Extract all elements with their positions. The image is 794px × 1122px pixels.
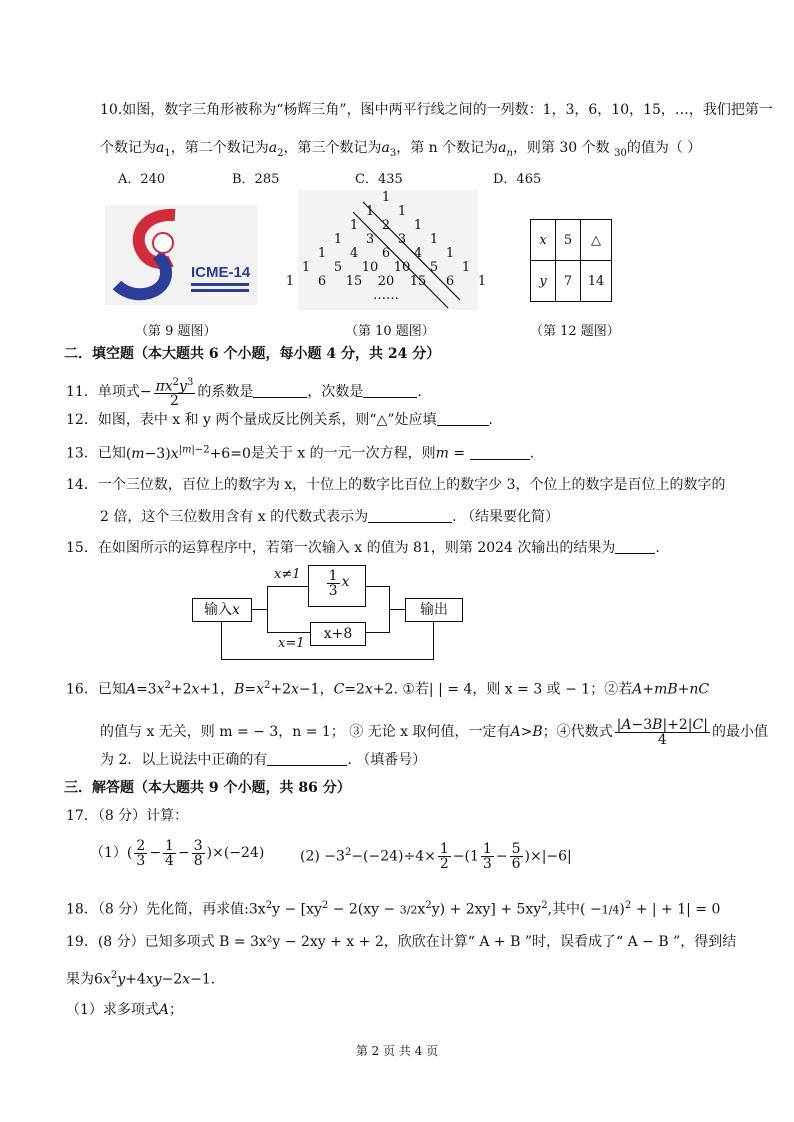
triangle-number: 1 <box>445 246 455 261</box>
flow-op-bottom: x+8 <box>310 622 366 646</box>
q12: 12．如图，表中 x 和 y 两个量成反比例关系，则“△”处应填 . <box>66 412 493 428</box>
q17-part2: $(2) -3^2-(-24)\div 4\times$ $\frac{1}{2}$ −(1 $\frac{1}{3}$ − $\frac{5}{6}$ )×|−6| <box>300 841 572 873</box>
flow-output-box: 输出 <box>405 598 463 622</box>
triangle-number: …… <box>373 288 399 303</box>
q10-option-d[interactable]: D．465 <box>493 172 542 187</box>
flow-cond-bottom: x=1 <box>278 636 305 651</box>
triangle-number: 1 <box>381 190 391 205</box>
triangle-number: 1 <box>285 274 295 289</box>
triangle-number: 10 <box>361 260 379 275</box>
triangle-number: 15 <box>409 274 427 289</box>
q15: 15．在如图所示的运算程序中，若第一次输入 x 的值为 81，则第 2024 次输出的结果为 . <box>66 540 660 556</box>
q11-blank-degree[interactable] <box>363 383 417 398</box>
ratio-table <box>530 219 612 302</box>
flow-input-box: 输入x <box>192 598 252 622</box>
triangle-number: 1 <box>317 246 327 261</box>
fig10-caption: （第 10 题图） <box>345 324 435 339</box>
q16-line3: 为 2．以上说法中正确的有 . （填番号） <box>100 752 427 768</box>
logo-text: ICME-14 <box>191 264 251 281</box>
q11-blank-coefficient[interactable] <box>253 383 307 398</box>
triangle-number: 5 <box>429 260 439 275</box>
triangle-number: 4 <box>349 246 359 261</box>
table-row <box>531 261 612 302</box>
q10-option-c[interactable]: C．435 <box>355 172 403 187</box>
triangle-number: 5 <box>333 260 343 275</box>
q11: 11．单项式− $\frac{\pi x^2y^3}{2}$ 的系数是 ，次数是 . <box>66 376 422 410</box>
q14-line1: 14．一个三位数，百位上的数字为 x，十位上的数字比百位上的数字少 3，个位上的数字是百位上的数字的 <box>66 477 726 493</box>
flow-cond-top: x≠1 <box>274 567 301 582</box>
q14-line2: 2 倍，这个三位数用含有 x 的代数式表示为 . （结果要化简） <box>100 509 560 525</box>
table-cell: 5 <box>556 220 581 261</box>
q10-option-b[interactable]: B．285 <box>232 172 280 187</box>
triangle-number: 3 <box>365 232 375 247</box>
icme-logo-image <box>105 205 257 305</box>
triangle-number: 1 <box>365 204 375 219</box>
triangle-number: 15 <box>345 274 363 289</box>
section2-heading: 二．填空题（本大题共 6 个小题，每小题 4 分，共 24 分） <box>64 346 441 362</box>
q10-line2: 个数记为$a_1$，第二个数记为$a_2$，第三个数记为$a_3$，第 n 个数记为$a_n$，则第 30 个数 $_{30}$的值为（ ） <box>100 140 702 159</box>
triangle-number: 2 <box>381 218 391 233</box>
q17-part1: （1）( $\frac{2}{3}$ − $\frac{1}{4}$ − $\frac{3}{8}$ )×(−24) <box>90 837 265 869</box>
q12-blank[interactable] <box>437 411 489 426</box>
table-cell: y <box>531 261 556 302</box>
fig9-caption: （第 9 题图） <box>135 324 217 339</box>
q10-line1: 10.如图，数字三角形被称为“杨辉三角”，图中两平行线之间的一列数：1，3，6，10，15，…，我们把第一 <box>100 102 773 118</box>
triangle-number: 1 <box>413 218 423 233</box>
table-row <box>531 220 612 261</box>
q13: 13．已知$(m-3)x^{|m|-2}+6=0$是关于 x 的一元一次方程，则m = . <box>66 444 535 462</box>
triangle-number: 3 <box>397 232 407 247</box>
q10-option-a[interactable]: A．240 <box>118 172 166 187</box>
q19-line2: 果为$6x^2y+4xy-2x-1$. <box>66 970 216 988</box>
q15-blank[interactable] <box>615 539 655 554</box>
pascal-triangle <box>285 190 487 310</box>
triangle-number: 1 <box>397 204 407 219</box>
fig12-caption: （第 12 题图） <box>530 324 620 339</box>
table-cell: 14 <box>581 261 612 302</box>
q16-blank[interactable] <box>267 751 347 766</box>
q17-heading: 17．（8 分）计算： <box>66 808 189 824</box>
triangle-number: 1 <box>349 218 359 233</box>
triangle-number: 1 <box>461 260 471 275</box>
triangle-number: 6 <box>445 274 455 289</box>
triangle-number: 1 <box>301 260 311 275</box>
page-footer: 第 2 页 共 4 页 <box>355 1044 439 1058</box>
q14-blank[interactable] <box>368 508 452 523</box>
triangle-number: 1 <box>477 274 487 289</box>
q19-line3: （1）求多项式A； <box>66 1002 184 1018</box>
triangle-number: 4 <box>413 246 423 261</box>
triangle-number: 10 <box>393 260 411 275</box>
flow-op-top: $\frac{1}{3}$ x <box>308 565 366 607</box>
q19-line1: 19．(8 分）已知多项式 B = 3x²y − 2xy + x + 2，欣欣在计算“ A + B ”时，误看成了“ A − B ”，得到结 <box>66 934 737 950</box>
table-cell: x <box>531 220 556 261</box>
q16-line1: 16．已知$A=3x^2+2x+1$，$B=x^2+2x-1$，C=2x+2. ①若| | = 4，则 x = 3 或 − 1；②若A+mB+nC <box>66 680 710 698</box>
q13-blank[interactable] <box>470 445 530 460</box>
triangle-number: 6 <box>381 246 391 261</box>
triangle-number: 20 <box>377 274 395 289</box>
table-cell: △ <box>581 220 612 261</box>
table-cell: 7 <box>556 261 581 302</box>
section3-heading: 三．解答题（本大题共 9 个小题，共 86 分） <box>64 780 351 796</box>
triangle-number: 1 <box>429 232 439 247</box>
triangle-number: 6 <box>317 274 327 289</box>
q18: 18．（8 分）先化简，再求值$:3x^2y - [xy^2 - 2(xy - 3/2x^2y) + 2xy] + 5xy^2$,其中( −1/4)$^2$ + | + 1| = 0 <box>66 900 721 918</box>
q16-line2: 的值与 x 无关，则 m = − 3，n = 1； ③ 无论 x 取何值，一定有A>B；④代数式 $\frac{|A-3B|+2|C|}{4}$ 的最小值 <box>100 716 768 748</box>
triangle-number: 1 <box>333 232 343 247</box>
